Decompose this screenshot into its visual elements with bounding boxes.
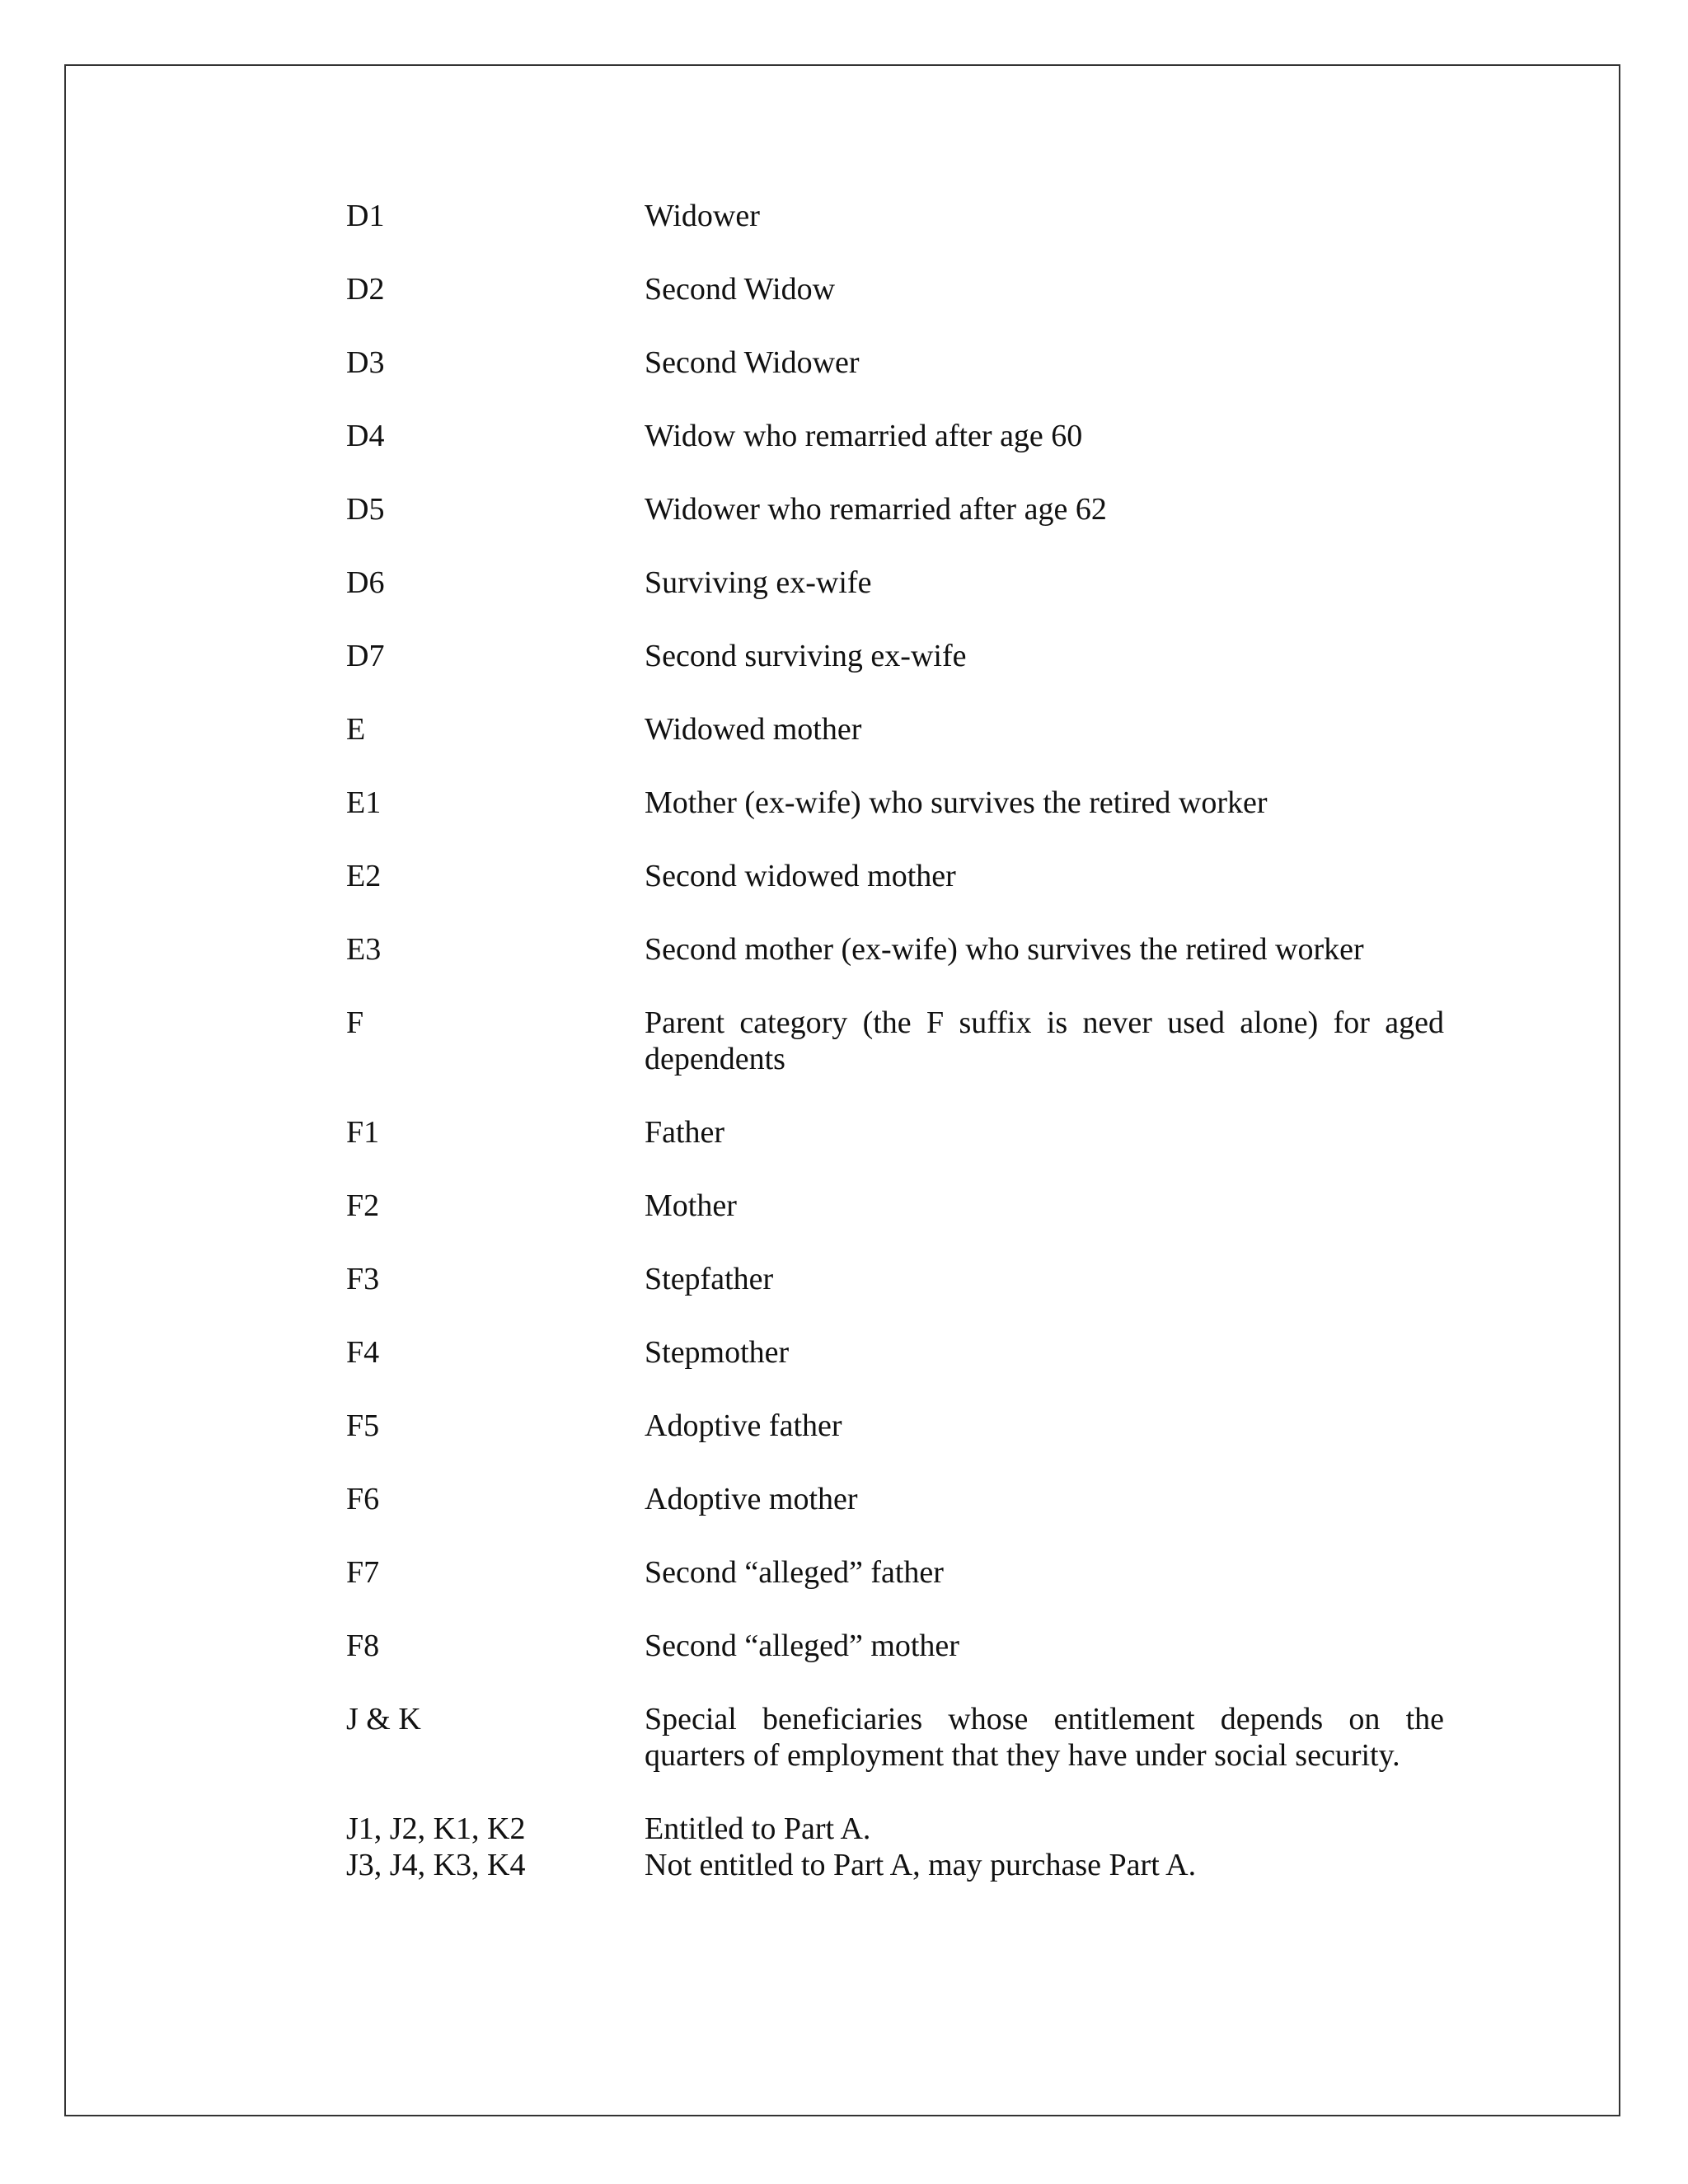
entry-description: Parent category (the F suffix is never used alone) for aged dependents — [645, 1005, 1444, 1076]
entry-description: Widow who remarried after age 60 — [645, 419, 1083, 453]
entry-description: Second surviving ex-wife — [645, 639, 967, 673]
entry-description: Second Widower — [645, 345, 860, 380]
entry-code: D1 — [346, 199, 385, 233]
entry-description: Mother (ex-wife) who survives the retired worker — [645, 785, 1268, 820]
entry-description: Widower who remarried after age 62 — [645, 492, 1107, 527]
entry-code: E1 — [346, 785, 382, 820]
entry-description: Father — [645, 1115, 725, 1150]
entry-description: Mother — [645, 1188, 737, 1223]
entry-description: Second “alleged” mother — [645, 1629, 959, 1663]
entry-code: J3, J4, K3, K4 — [346, 1848, 526, 1882]
entry-code: F2 — [346, 1188, 380, 1223]
entry-description: Not entitled to Part A, may purchase Part A. — [645, 1848, 1197, 1882]
entry-code: D5 — [346, 492, 385, 527]
entry-code: D7 — [346, 639, 385, 673]
entry-description: Second widowed mother — [645, 859, 956, 893]
entry-code: D4 — [346, 419, 385, 453]
entry-code: F3 — [346, 1262, 380, 1296]
entry-code: D3 — [346, 345, 385, 380]
entry-description: Adoptive mother — [645, 1482, 858, 1516]
entry-code: J1, J2, K1, K2 — [346, 1811, 526, 1846]
entry-description: Second Widow — [645, 272, 836, 307]
entry-code: F — [346, 1005, 364, 1040]
entry-description: Entitled to Part A. — [645, 1811, 871, 1846]
entry-code: D2 — [346, 272, 385, 307]
entry-code: E2 — [346, 859, 382, 893]
entry-code: F5 — [346, 1408, 380, 1443]
entry-description: Surviving ex-wife — [645, 565, 872, 600]
entry-description: Widower — [645, 199, 760, 233]
entry-code: F6 — [346, 1482, 380, 1516]
entry-code: J & K — [346, 1702, 421, 1736]
entry-code: E3 — [346, 932, 382, 967]
entry-code: F4 — [346, 1335, 380, 1370]
entry-code: F7 — [346, 1555, 380, 1590]
entry-code: D6 — [346, 565, 385, 600]
entry-description: Adoptive father — [645, 1408, 842, 1443]
entry-description: Stepmother — [645, 1335, 790, 1370]
entry-description: Special beneficiaries whose entitlement depends on the quarters of employment that they have under social security. — [645, 1702, 1444, 1773]
entry-description: Second mother (ex-wife) who survives the retired worker — [645, 932, 1364, 967]
entry-description: Widowed mother — [645, 712, 862, 747]
entry-code: E — [346, 712, 366, 747]
entry-description: Second “alleged” father — [645, 1555, 944, 1590]
entry-description: Stepfather — [645, 1262, 774, 1296]
entry-code: F1 — [346, 1115, 380, 1150]
entry-code: F8 — [346, 1629, 380, 1663]
